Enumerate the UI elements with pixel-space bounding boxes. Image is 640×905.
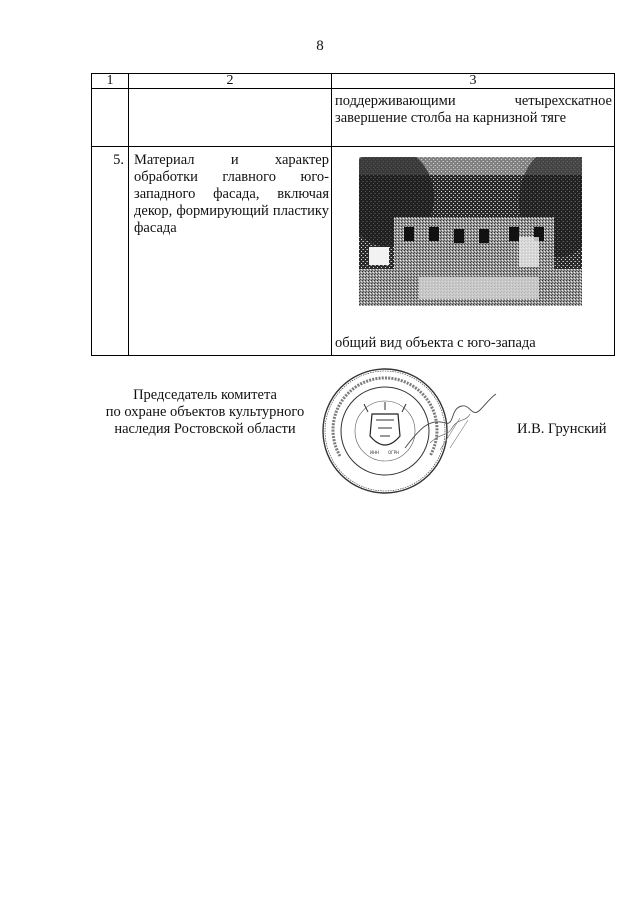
table-header-row (92, 74, 615, 89)
page-number: 8 (316, 38, 324, 54)
header-col-1: 1 (92, 74, 129, 89)
signatory-title-line-3: наследия Ростовской области (114, 421, 296, 437)
table-row (92, 147, 615, 356)
cont-word-1: поддерживающими (335, 93, 456, 109)
row-number: 5. (92, 147, 129, 356)
row-photo-cell (332, 147, 615, 356)
svg-text:ОГРН: ОГРН (388, 450, 400, 455)
signatory-name: И.В. Грунский (517, 421, 607, 437)
cont-cell-1 (92, 89, 129, 147)
photo-caption: общий вид объекта с юго-запада (335, 335, 536, 351)
header-col-2: 2 (129, 74, 332, 89)
cont-word-2: четырехскатное (514, 93, 612, 109)
signatory-title (100, 387, 310, 438)
objects-table (91, 73, 615, 356)
cont-line-1 (335, 93, 612, 110)
cont-cell-3 (332, 89, 615, 147)
header-col-3: 3 (332, 74, 615, 89)
row-description: Материал и характер обработки главного юго-западного фасада, включая декор, формирующий пластику фасада (134, 152, 329, 236)
signatory-title-line-1: Председатель комитета (133, 387, 277, 403)
svg-text:ИНН: ИНН (370, 450, 380, 455)
cont-line-2: завершение столба на карнизной тяге (335, 110, 567, 126)
table-row-continuation (92, 89, 615, 147)
handwritten-signature (400, 388, 500, 458)
row-description-cell (129, 147, 332, 356)
signatory-title-line-2: по охране объектов культурного (105, 404, 305, 420)
cont-cell-2 (129, 89, 332, 147)
official-seal (320, 366, 450, 496)
building-photo (359, 157, 582, 306)
